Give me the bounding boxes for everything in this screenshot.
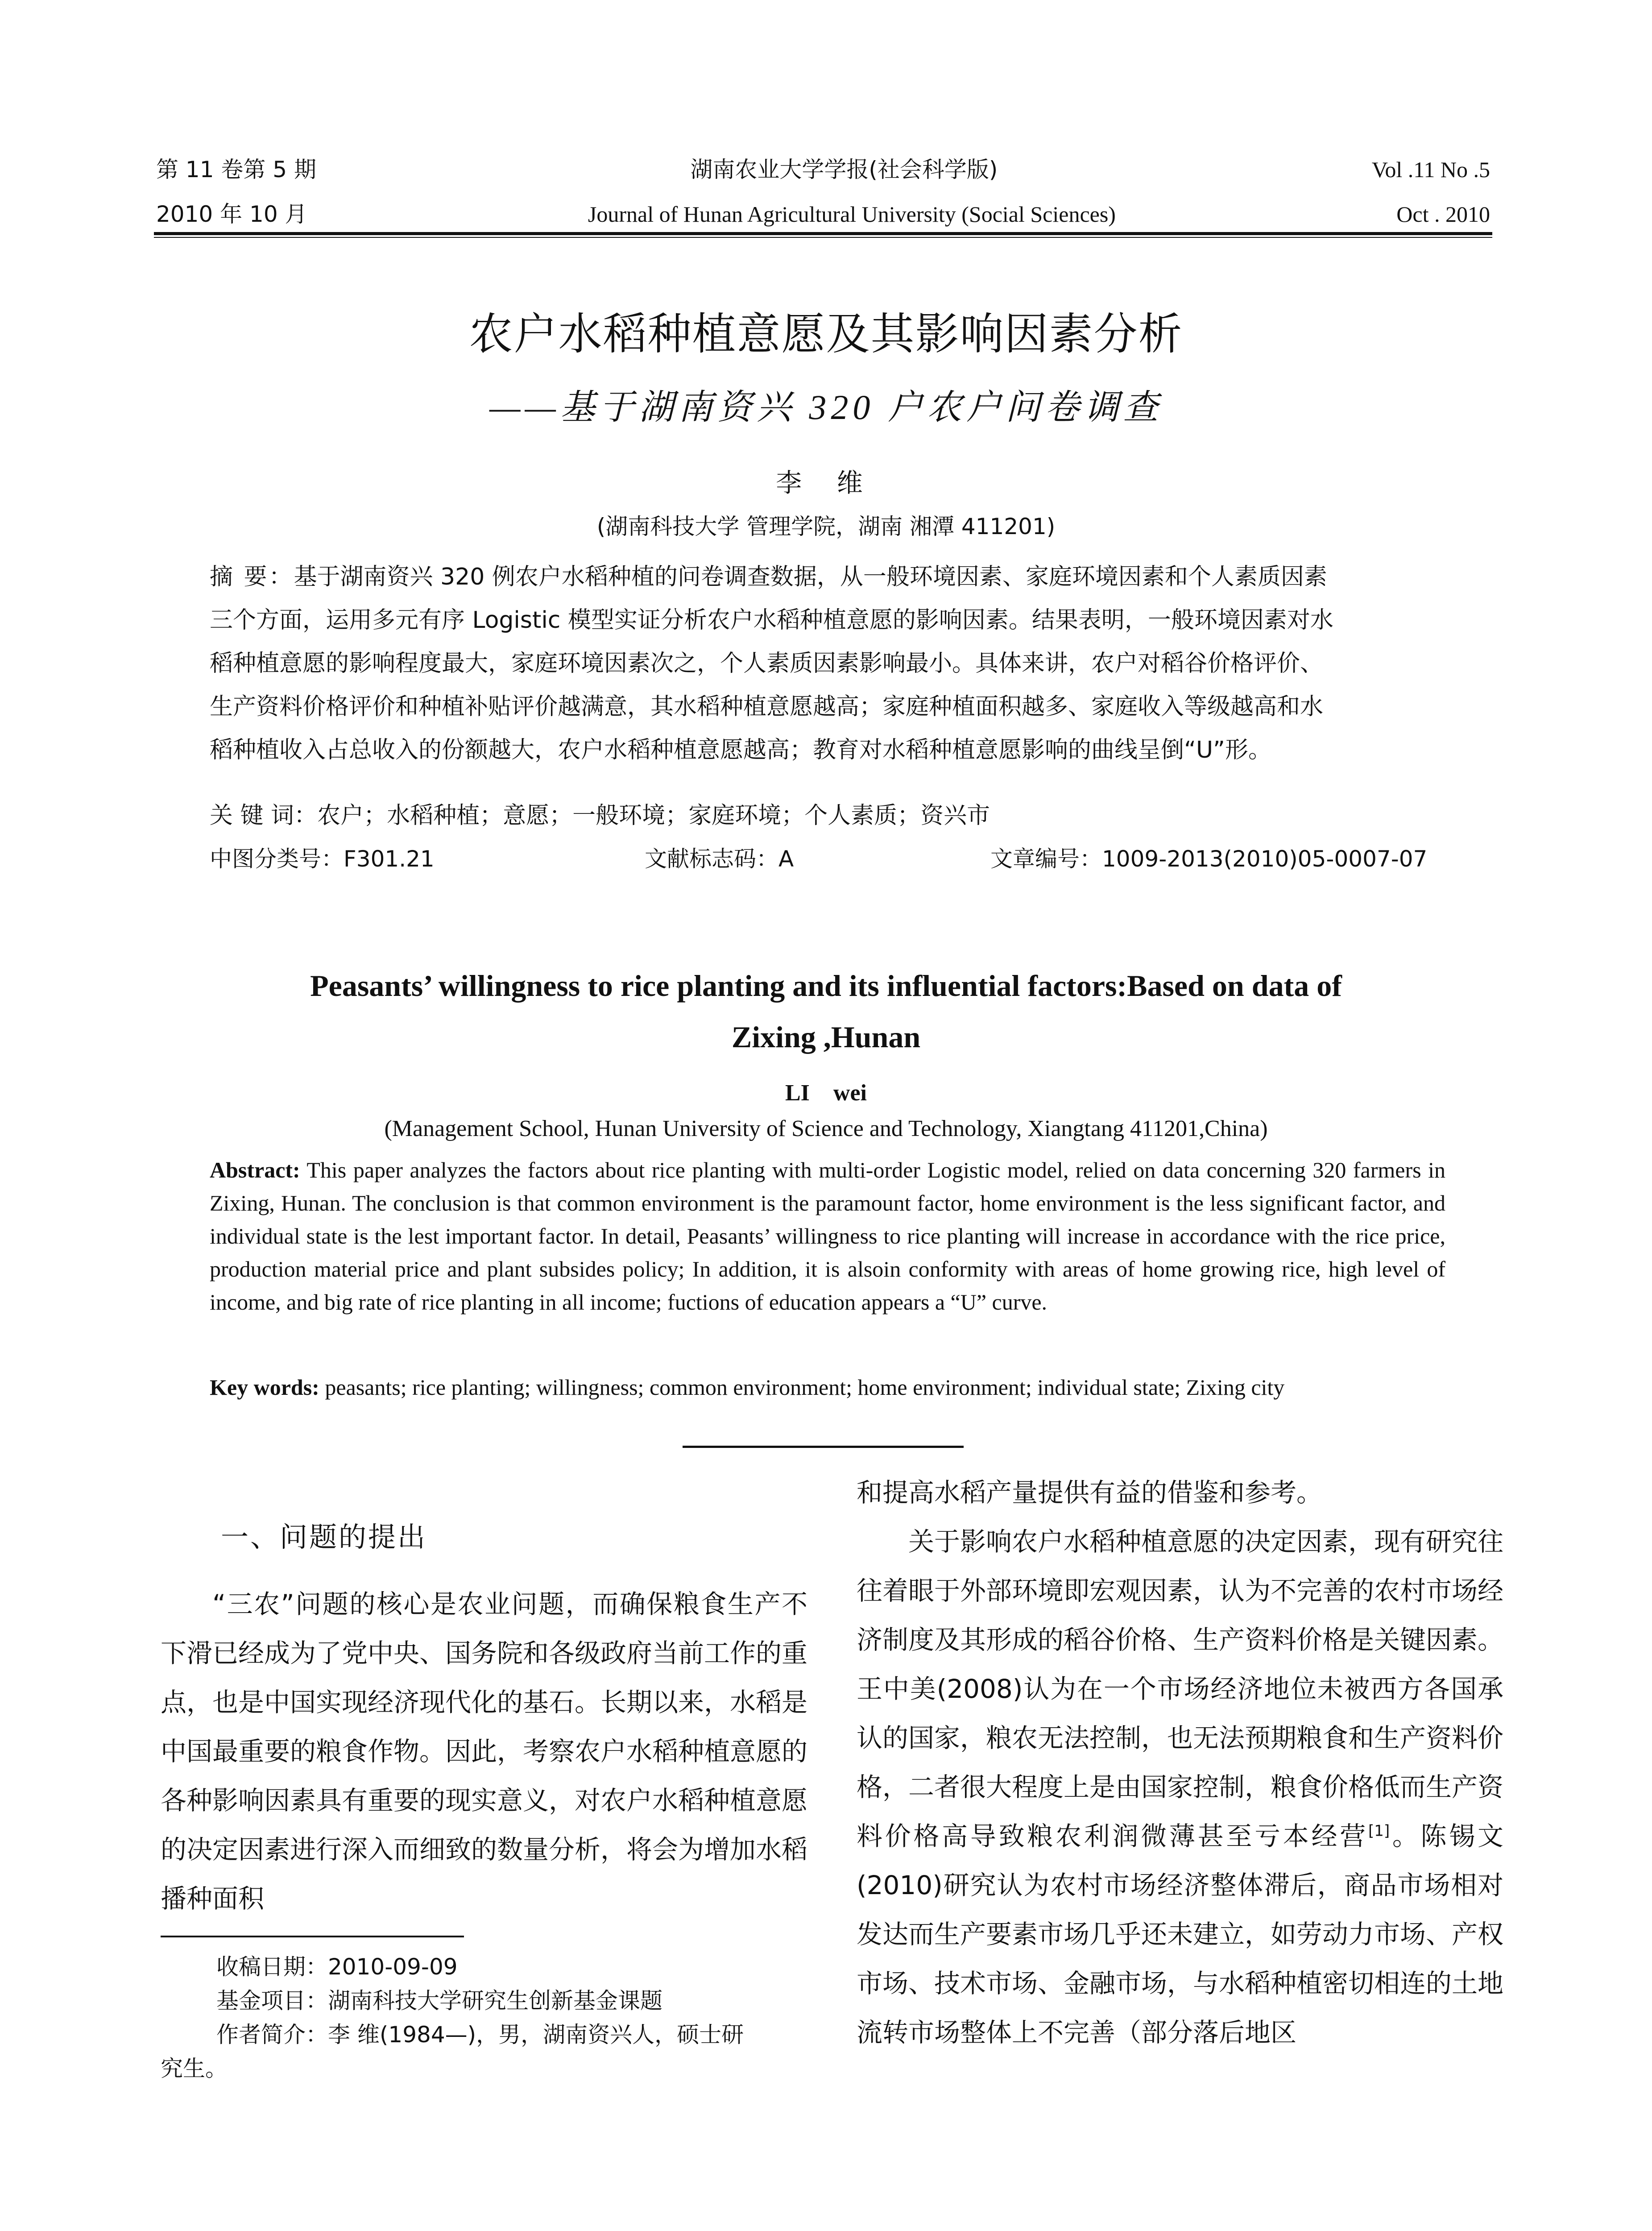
keywords-cn-text: 农户；水稻种植；意愿；一般环境；家庭环境；个人素质；资兴市 [317, 802, 990, 829]
keywords-en-label: Key words: [210, 1375, 319, 1400]
left-column-body [161, 1580, 807, 1923]
paper-subtitle-cn: ——基于湖南资兴 320 户农户问卷调查 [489, 388, 1163, 427]
affiliation-en: (Management School, Hunan University of Science and Technology, Xiangtang 411201,China) [384, 1116, 1268, 1141]
abstract-cn-line-4: 生产资料价格评价和种植补贴评价越满意，其水稻种植意愿越高；家庭种植面积越多、家庭收入等级越高和水 [210, 693, 1324, 720]
paper-title-cn: 农户水稻种植意愿及其影响因素分析 [469, 309, 1183, 360]
footnote-author-bio-cont: 究生。 [161, 2056, 228, 2082]
footnotes [161, 1950, 812, 2086]
abstract-cn-label: 摘 要： [210, 564, 294, 590]
keywords-en [210, 1374, 1445, 1400]
abstract-cn-line-3: 稻种植意愿的影响程度最大，家庭环境因素次之，个人素质因素影响最小。具体来讲，农户对稻谷价格评价、 [210, 650, 1324, 677]
right-column-body [857, 1468, 1503, 2057]
citation-ref-1: [1] [1368, 1822, 1390, 1840]
abstract-en-label: Abstract: [210, 1157, 300, 1182]
abstract-cn-line-5: 稻种植收入占总收入的份额越大，农户水稻种植意愿越高；教育对水稻种植意愿影响的曲线呈倒“U”形。 [210, 737, 1271, 763]
body-paragraph-2: 关于影响农户水稻种植意愿的决定因素，现有研究往往着眼于外部环境即宏观因素，认为不完善的农村市场经济制度及其形成的稻谷价格、生产资料价格是关键因素。王中美(2008)认为在一个市场经济地位未被西方各国承认的国家，粮农无法控制，也无法预期粮食和生产资料价格，二者很大程度上是由国家控制，粮食价格低而生产资料价格高导致粮农利润微薄甚至亏本经营[1]。陈锡文(2010)研究认为农村市场经济整体滞后，商品市场相对发达而生产要素市场几乎还未建立，如劳动力市场、产权市场、技术市场、金融市场，与水稻种植密切相连的土地流转市场整体上不完善（部分落后地区 [857, 1526, 1504, 2048]
document-code: 文献标志码：A [645, 846, 794, 872]
section-heading-1: 一、问题的提出 [221, 1521, 427, 1553]
paper-title-en-line-2: Zixing ,Hunan [731, 1020, 921, 1054]
volume-issue-en: Vol .11 No .5 [1371, 157, 1490, 182]
journal-header-row-1 [156, 152, 1490, 184]
article-number: 文章编号：1009-2013(2010)05-0007-07 [990, 846, 1428, 872]
footnote-rule [161, 1936, 464, 1937]
abstract-cn-line-2: 三个方面，运用多元有序 Logistic 模型实证分析农户水稻种植意愿的影响因素。结果表明，一般环境因素对水 [210, 607, 1333, 634]
abstract-cn [210, 556, 1441, 772]
header-rule [154, 232, 1492, 235]
footnote-author-bio: 作者简介：李 维(1984—)，男，湖南资兴人，硕士研 [216, 2022, 744, 2048]
body-paragraph-1: “三农”问题的核心是农业问题，而确保粮食生产不下滑已经成为了党中央、国务院和各级政府当前工作的重点，也是中国实现经济现代化的基石。长期以来，水稻是中国最重要的粮食作物。因此，考察农户水稻种植意愿的各种影响因素具有重要的现实意义，对农户水稻种植意愿的决定因素进行深入而细致的数量分析，将会为增加水稻播种面积 [161, 1589, 808, 1914]
affiliation-cn: (湖南科技大学 管理学院，湖南 湘潭 411201) [596, 514, 1056, 539]
issue-date-cn: 2010 年 10 月 [156, 201, 307, 227]
abstract-en-text: This paper analyzes the factors about rice planting with multi-order Logistic model, relied on data concerning 320 farmers in Zixing, Hunan. The conclusion is that common environment is the paramount factor, home environment is the less significant factor, and individual state is the lest important factor. In detail, Peasants’ willingness to rice planting will increase in accordance with the rice price, production material price and plant subsides policy; In addition, it is alsoin conformity with areas of home growing rice, high level of income, and big rate of rice planting in all income; fuctions of education appears a “U” curve. [210, 1157, 1445, 1315]
abstract-cn-line-1: 摘 要：基于湖南资兴 320 例农户水稻种植的问卷调查数据，从一般环境因素、家庭环境因素和个人素质因素 [210, 564, 1327, 590]
section-separator [683, 1446, 964, 1448]
keywords-cn [210, 796, 1441, 830]
footnote-received: 收稿日期：2010-09-09 [216, 1954, 458, 1980]
journal-name-en: Journal of Hunan Agricultural University (Social Sciences) [588, 202, 1116, 227]
volume-issue-cn: 第 11 卷第 5 期 [156, 157, 317, 182]
author-cn: 李 维 [776, 468, 876, 498]
abstract-en [210, 1153, 1445, 1319]
footnote-fund: 基金项目：湖南科技大学研究生创新基金课题 [216, 1988, 662, 2014]
keywords-en-text: peasants; rice planting; willingness; common environment; home environment; individual state; Zixing city [325, 1375, 1285, 1400]
issue-date-en: Oct . 2010 [1396, 202, 1490, 227]
body-paragraph-continuation: 和提高水稻产量提供有益的借鉴和参考。 [857, 1477, 1323, 1508]
journal-header-row-2 [156, 196, 1490, 228]
keywords-cn-label: 关 键 词： [210, 802, 318, 829]
clc-number: 中图分类号：F301.21 [210, 846, 435, 872]
paper-title-en-line-1: Peasants’ willingness to rice planting and its influential factors:Based on data of [310, 969, 1342, 1003]
header-rule-thin [154, 237, 1492, 238]
journal-name-cn: 湖南农业大学学报(社会科学版) [690, 157, 998, 182]
author-en: LI wei [785, 1080, 867, 1106]
